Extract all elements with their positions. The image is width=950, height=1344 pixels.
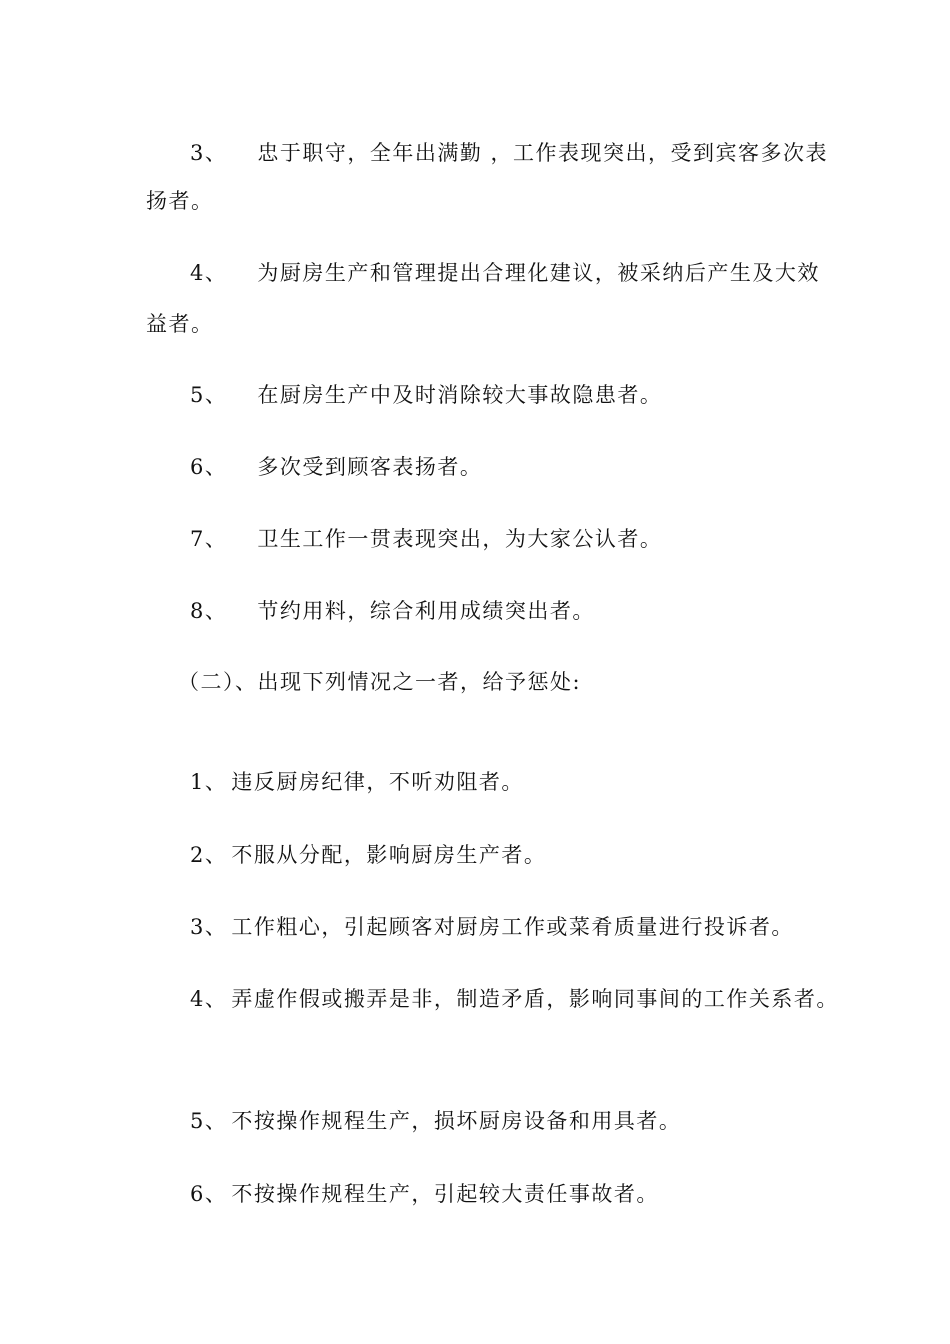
reward-item-4-continuation [146, 310, 214, 338]
item-text: 在厨房生产中及时消除较大事故隐患者。 [257, 383, 663, 407]
penalty-item-4 [190, 985, 839, 1013]
item-text: 不服从分配，影响厨房生产者。 [231, 843, 547, 867]
item-number: 8、 [190, 599, 228, 623]
item-number: 4、 [190, 987, 228, 1011]
item-text: 违反厨房纪律，不听劝阻者。 [231, 770, 524, 794]
section-heading: （二）、出现下列情况之一者，给予惩处: [178, 670, 582, 694]
reward-item-8 [190, 597, 595, 625]
item-number: 4、 [190, 261, 228, 285]
item-text: 弄虚作假或搬弄是非，制造矛盾，影响同事间的工作关系者。 [231, 987, 839, 1011]
item-text: 不按操作规程生产，引起较大责任事故者。 [231, 1182, 659, 1206]
penalty-item-3 [190, 913, 794, 941]
penalty-item-2 [190, 841, 546, 869]
item-text: 不按操作规程生产，损坏厨房设备和用具者。 [231, 1109, 682, 1133]
penalty-item-6 [190, 1180, 659, 1208]
penalty-item-1 [190, 768, 524, 796]
reward-item-7 [190, 525, 662, 553]
item-text: 卫生工作一贯表现突出，为大家公认者。 [257, 527, 663, 551]
item-number: 5、 [190, 1109, 228, 1133]
item-text-continuation: 扬者。 [146, 189, 214, 213]
reward-item-4 [190, 259, 820, 287]
item-text: 多次受到顾客表扬者。 [257, 455, 483, 479]
item-number: 3、 [190, 915, 228, 939]
item-number: 3、 [190, 141, 228, 165]
item-text: 工作粗心，引起顾客对厨房工作或菜肴质量进行投诉者。 [231, 915, 794, 939]
item-number: 6、 [190, 1182, 228, 1206]
item-text: 节约用料，综合利用成绩突出者。 [257, 599, 595, 623]
item-number: 7、 [190, 527, 228, 551]
reward-item-6 [190, 453, 482, 481]
item-text-continuation: 益者。 [146, 312, 214, 336]
item-number: 5、 [190, 383, 228, 407]
item-number: 1、 [190, 770, 228, 794]
reward-item-3 [190, 139, 828, 167]
item-text: 忠于职守，全年出满勤 ，工作表现突出，受到宾客多次表 [257, 141, 829, 165]
reward-item-3-continuation [146, 187, 214, 215]
penalty-item-5 [190, 1107, 681, 1135]
item-text: 为厨房生产和管理提出合理化建议，被采纳后产生及大效 [257, 261, 820, 285]
item-number: 2、 [190, 843, 228, 867]
reward-item-5 [190, 381, 662, 409]
item-number: 6、 [190, 455, 228, 479]
